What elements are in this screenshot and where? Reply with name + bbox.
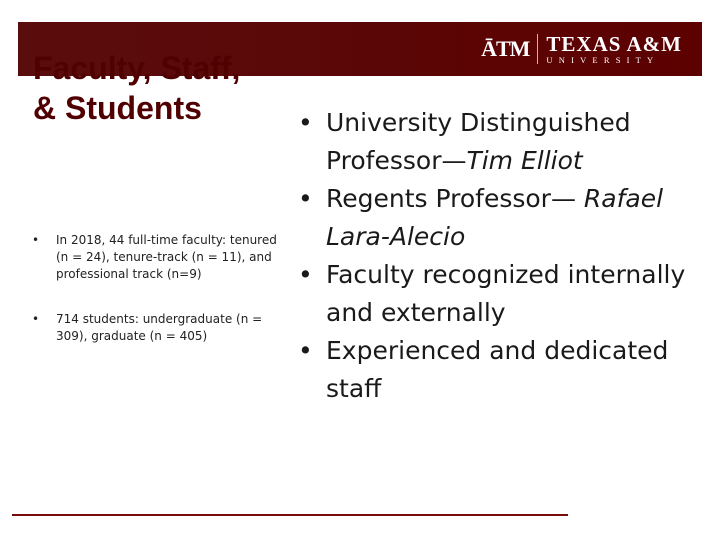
person-name: Rafael Lara-Alecio	[326, 184, 664, 251]
slide-title: Faculty, Staff, & Students	[33, 50, 241, 126]
list-item	[296, 332, 716, 408]
list-item	[296, 256, 716, 332]
footer-rule	[12, 514, 568, 516]
texas-am-logo	[481, 22, 682, 76]
bullet-text: University Distinguished Professor—	[326, 108, 631, 175]
bullet-text: Experienced and dedicated staff	[326, 336, 669, 403]
person-name: Tim Elliot	[466, 146, 583, 175]
list-item: • 714 students: undergraduate (n = 309), graduate (n = 405)	[30, 311, 280, 345]
list-item	[296, 180, 716, 256]
bullet-text: Regents Professor—	[326, 184, 584, 213]
faculty-student-stats-list	[30, 232, 280, 373]
highlights-list	[296, 104, 716, 408]
logo-divider	[537, 34, 538, 64]
bullet-text: Faculty recognized internally and externally	[326, 260, 686, 327]
list-item	[296, 104, 716, 180]
wordmark-bottom: UNIVERSITY	[546, 55, 660, 65]
wordmark-top: TEXAS A&M	[546, 32, 682, 56]
list-item: • In 2018, 44 full-time faculty: tenured (n = 24), tenure-track (n = 11), and professional track (n=9)	[30, 232, 280, 283]
logo-wordmark	[546, 33, 682, 65]
atm-logo-icon: ĀTM	[481, 36, 530, 61]
